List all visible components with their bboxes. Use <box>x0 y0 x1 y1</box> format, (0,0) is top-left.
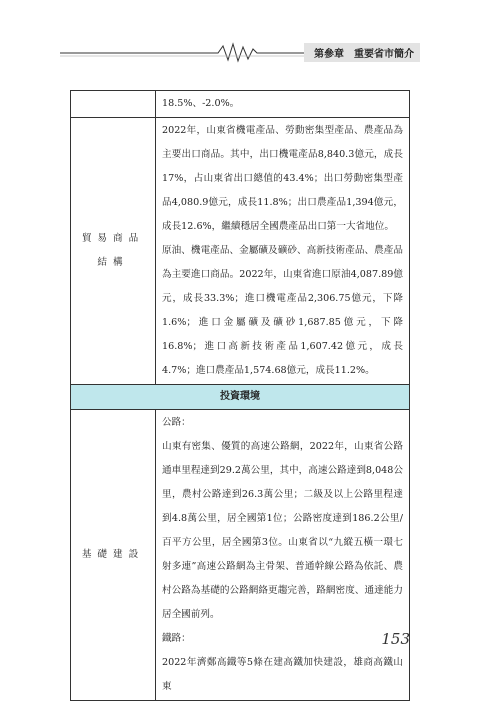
table-row <box>71 410 410 701</box>
trade-structure-cell <box>156 118 410 385</box>
trade-structure-label: 貿易商品結構 <box>71 118 156 385</box>
rail-paragraph: 2022年濟鄭高鐵等5條在建高鐵加快建設，雄商高鐵山東 <box>162 657 403 692</box>
section-heading: 投資環境 <box>71 385 410 410</box>
roads-paragraph: 山東有密集、優質的高速公路網，2022年，山東省公路通車里程達到29.2萬公里，其中，高速公路達到8,048公里，農村公路達到26.3萬公里；二級及以上公路里程達到4.8萬公里，居全國第1位；公路密度達到186.2公里/百平方公里，居全國第3位。山東省以“九縱五橫一環七射多連”高速公路網為主骨架、普通幹線公路為依託、農村公路為基礎的公路網絡更趨完善，路網密度、通達能力居全國前列。 <box>162 441 403 620</box>
chapter-title: 第參章 重要省市簡介 <box>304 43 420 62</box>
page-number: 153 <box>381 630 410 648</box>
province-info-table <box>70 90 410 701</box>
import-paragraph: 原油、機電產品、金屬礦及礦砂、高新技術產品、農產品為主要進口商品。2022年，山東省進口原油4,087.89億元，成長33.3%；進口機電產品2,306.75億元，下降1.6%；進口金屬礦及礦砂1,687.85億元，下降16.8%；進口高新技術產品1,607.42億元，成長4.7%；進口農產品1,574.68億元，成長11.2%。 <box>162 245 403 376</box>
export-paragraph: 2022年，山東省機電產品、勞動密集型產品、農產品為主要出口商品。其中，出口機電產品8,840.3億元，成長17%，占山東省出口總值的43.4%；出口勞動密集型產品4,080.9億元，成長11.8%；出口農產品1,394億元，成長12.6%，繼續穩居全國農產品出口第一大省地位。 <box>162 125 403 232</box>
table-row <box>71 91 410 118</box>
rail-heading: 鐵路： <box>162 633 191 644</box>
empty-label-cell <box>71 91 156 118</box>
infrastructure-label: 基礎建設 <box>71 410 156 701</box>
roads-heading: 公路： <box>162 417 191 428</box>
continuation-cell: 18.5%、-2.0%。 <box>156 91 410 118</box>
page-header <box>60 40 420 64</box>
infrastructure-cell <box>156 410 410 701</box>
table-row <box>71 385 410 410</box>
table-row <box>71 118 410 385</box>
